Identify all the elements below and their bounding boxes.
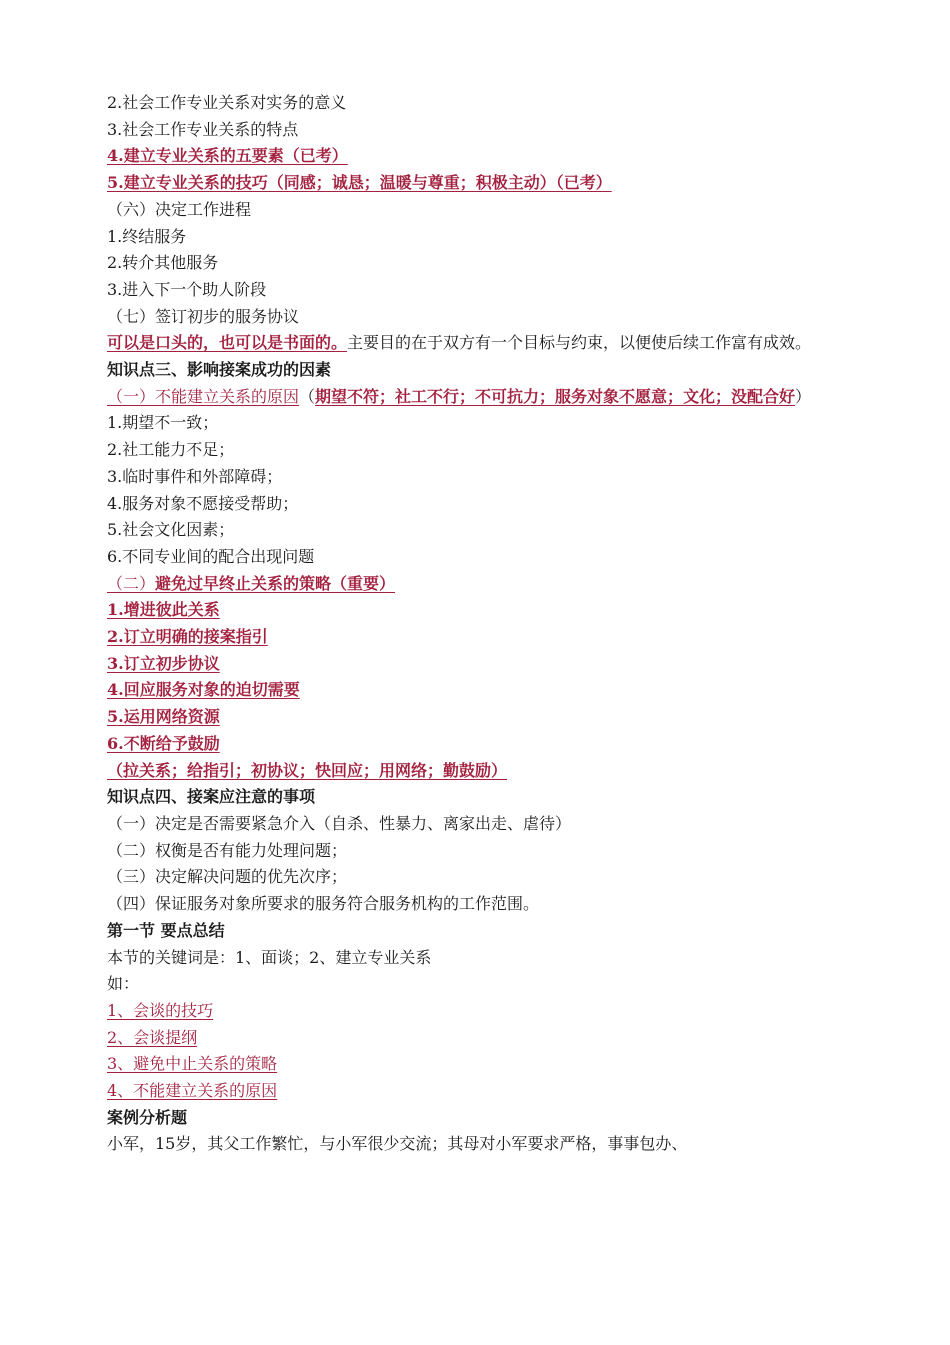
item-end-service: 1.终结服务 <box>107 226 187 246</box>
summary-keywords: 本节的关键词是：1、面谈；2、建立专业关系 <box>107 947 432 967</box>
note-3: （三）决定解决问题的优先次序； <box>107 867 348 887</box>
summary-item-2: 2、会谈提纲 <box>107 1027 198 1047</box>
reasons-title: （一）不能建立关系的原因 <box>107 386 300 406</box>
reason-4: 4.服务对象不愿接受帮助； <box>107 493 299 513</box>
item-significance: 2.社会工作专业关系对实务的意义 <box>107 93 347 112</box>
summary-item-3: 3、避免中止关系的策略 <box>107 1054 278 1074</box>
strategy-mnemonic: （拉关系；给指引；初协议；快回应；用网络；勤鼓励） <box>107 760 508 780</box>
heading-service-agreement: （七）签订初步的服务协议 <box>107 306 300 326</box>
reason-1: 1.期望不一致； <box>107 413 219 433</box>
section-heading-4: 知识点四、接案应注意的事项 <box>107 787 316 807</box>
note-1: （一）决定是否需要紧急介入（自杀、性暴力、离家出走、虐待） <box>107 813 572 833</box>
case-heading: 案例分析题 <box>107 1107 188 1127</box>
strategy-1: 1.增进彼此关系 <box>107 600 220 620</box>
summary-item-4: 4、不能建立关系的原因 <box>107 1081 278 1101</box>
heading-work-progress: （六）决定工作进程 <box>107 199 252 219</box>
heading-strategies <box>72 571 862 598</box>
item-relationship-skills: 5.建立专业关系的技巧（同感；诚恳；温暖与尊重；积极主动）（已考） <box>107 173 612 193</box>
summary-item-1: 1、会谈的技巧 <box>107 1000 214 1020</box>
note-4: （四）保证服务对象所要求的服务符合服务机构的工作范围。 <box>107 894 540 914</box>
reasons-mnemonic: 期望不符；社工不行；不可抗力；服务对象不愿意；文化；没配合好 <box>315 386 796 406</box>
item-referral: 2.转介其他服务 <box>107 253 219 273</box>
reason-3: 3.临时事件和外部障碍； <box>107 466 283 486</box>
item-characteristics: 3.社会工作专业关系的特点 <box>107 119 299 139</box>
strategy-5: 5.运用网络资源 <box>107 707 220 727</box>
reason-2: 2.社工能力不足； <box>107 440 235 460</box>
strategy-2: 2.订立明确的接案指引 <box>107 627 268 647</box>
strategy-3: 3.订立初步协议 <box>107 653 220 673</box>
document-page <box>72 90 862 1158</box>
summary-heading: 第一节 要点总结 <box>107 920 225 940</box>
strategy-6: 6.不断给予鼓励 <box>107 733 220 753</box>
paren-open: （ <box>299 386 316 406</box>
strategies-title: 避免过早终止关系的策略（重要） <box>155 573 396 593</box>
item-five-elements: 4.建立专业关系的五要素（已考） <box>107 146 348 166</box>
strategy-4: 4.回应服务对象的迫切需要 <box>107 680 300 700</box>
reason-6: 6.不同专业间的配合出现问题 <box>107 546 315 566</box>
section-heading-3: 知识点三、影响接案成功的因素 <box>107 360 332 380</box>
agreement-text: 主要目的在于双方有一个目标与约束，以便使后续工作富有成效。 <box>347 333 812 353</box>
heading-no-relationship-reasons <box>72 384 862 411</box>
case-text: 小军，15岁，其父工作繁忙，与小军很少交流；其母对小军要求严格，事事包办、 <box>107 1134 688 1154</box>
note-2: （二）权衡是否有能力处理问题； <box>107 840 348 860</box>
summary-example-label: 如： <box>107 974 140 994</box>
strategies-prefix: （二） <box>107 573 156 593</box>
agreement-emphasis: 可以是口头的，也可以是书面的。 <box>107 333 348 353</box>
paren-close: ） <box>795 386 812 406</box>
reason-5: 5.社会文化因素； <box>107 520 235 540</box>
paragraph-agreement <box>72 330 862 357</box>
item-next-stage: 3.进入下一个助人阶段 <box>107 279 267 299</box>
